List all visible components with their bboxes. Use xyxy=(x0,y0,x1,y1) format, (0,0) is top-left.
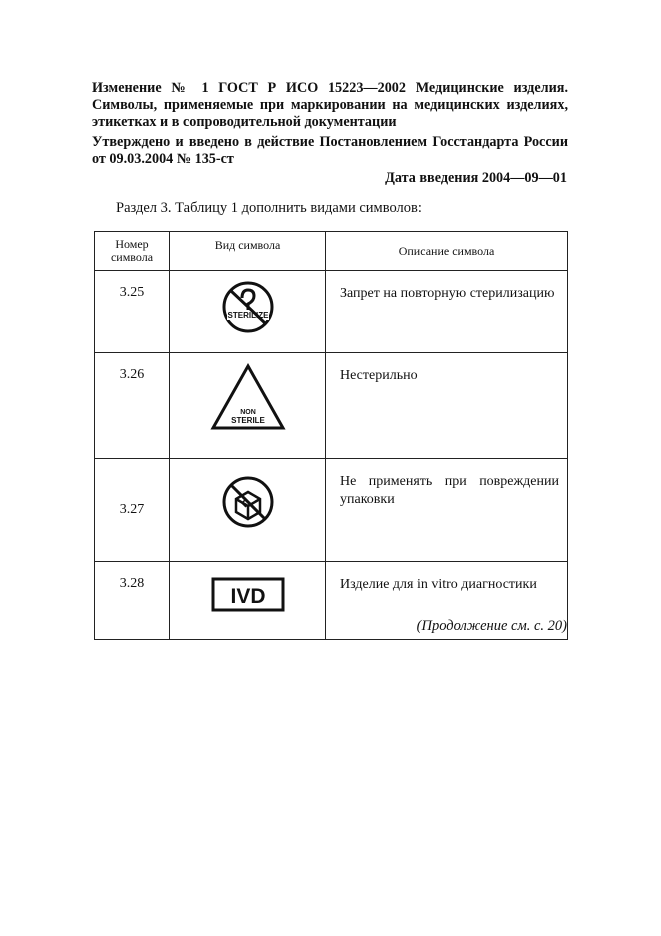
do-not-resterilize-icon xyxy=(213,277,283,337)
table-row xyxy=(95,353,568,459)
sterilize-text: STERILIZE xyxy=(227,311,268,320)
header-description: Описание символа xyxy=(326,232,568,271)
symbol-number: 3.28 xyxy=(95,562,170,640)
non-sterile-icon xyxy=(210,362,286,432)
non-text: NON xyxy=(239,409,256,416)
symbol-description: Изделие для in vitro диагностики xyxy=(326,562,568,640)
symbol-description: Запрет на повторную стерилизацию xyxy=(326,271,568,353)
introduction-date: Дата введения 2004—09—01 xyxy=(385,170,567,186)
table-row xyxy=(95,271,568,353)
do-not-use-if-damaged-icon xyxy=(215,472,281,532)
sterile-text: STERILE xyxy=(230,416,265,425)
symbol-number: 3.25 xyxy=(95,271,170,353)
ivd-icon xyxy=(208,575,288,615)
approval-statement: Утверждено и введено в действие Постановлением Госстандарта России от 09.03.2004 № 135-ст xyxy=(92,134,568,167)
symbols-table xyxy=(94,231,568,640)
symbol-number: 3.26 xyxy=(95,353,170,459)
ivd-text: IVD xyxy=(229,585,266,608)
continuation-note: (Продолжение см. с. 20) xyxy=(416,618,567,634)
symbol-description: Нестерильно xyxy=(326,353,568,459)
symbol-number: 3.27 xyxy=(95,459,170,562)
section-note: Раздел 3. Таблицу 1 дополнить видами символов: xyxy=(116,200,422,216)
header-number: Номер символа xyxy=(95,232,170,271)
header-symbol: Вид символа xyxy=(170,232,326,271)
document-title: Изменение № 1 ГОСТ Р ИСО 15223—2002 Медицинские изделия. Символы, применяемые при маркировании на медицинских изделиях, этикетках и в сопроводительной документации xyxy=(92,80,568,130)
table-header-row xyxy=(95,232,568,271)
table-row xyxy=(95,459,568,562)
symbol-description: Не применять при повреждении упаковки xyxy=(326,459,568,562)
